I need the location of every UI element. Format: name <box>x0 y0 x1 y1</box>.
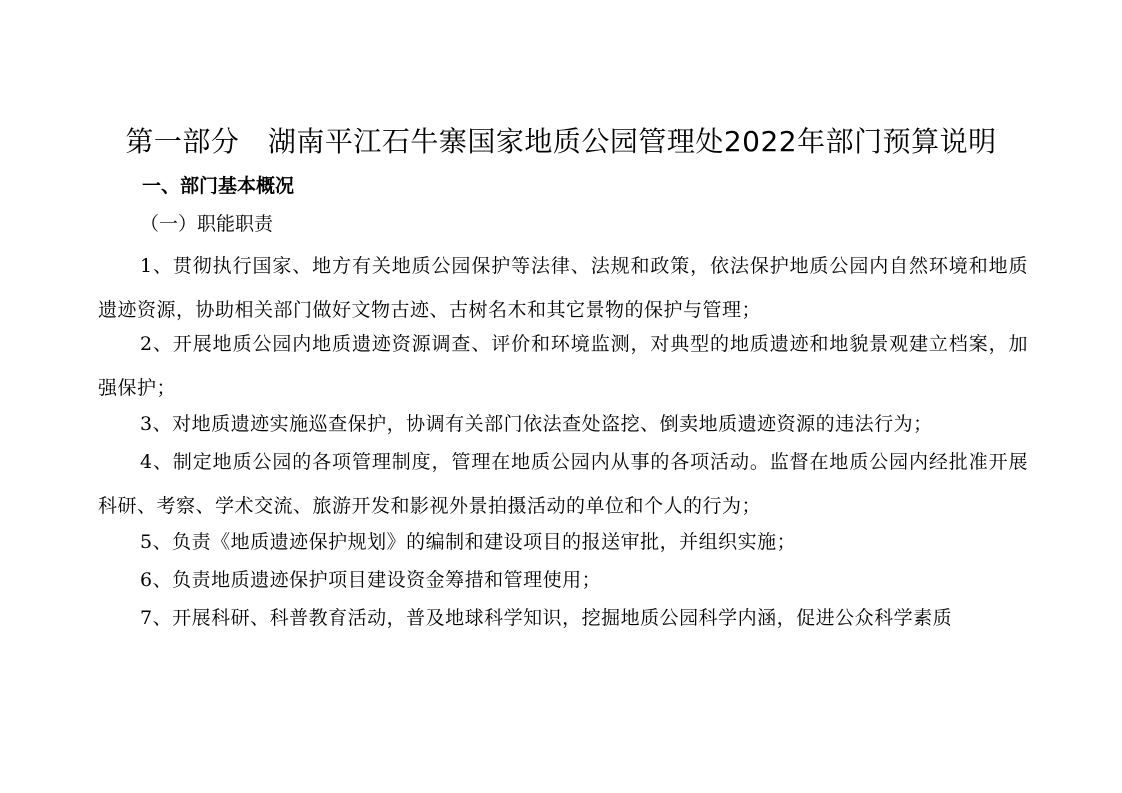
subsection-heading: （一）职能职责 <box>140 213 274 235</box>
paragraph-duty-1: 1、贯彻执行国家、地方有关地质公园保护等法律、法规和政策，依法保护地质公园内自然环境和地质遗迹资源，协助相关部门做好文物古迹、古树名木和其它景物的保护与管理； <box>98 255 1028 321</box>
paragraph-duty-7: 7、开展科研、科普教育活动，普及地球科学知识，挖掘地质公园科学内涵，促进公众科学素质 <box>140 607 953 629</box>
paragraph-duty-6: 6、负责地质遗迹保护项目建设资金筹措和管理使用； <box>140 569 602 591</box>
section-heading: 一、部门基本概况 <box>142 175 295 197</box>
document-title: 第一部分 湖南平江石牛寨国家地质公园管理处2022年部门预算说明 <box>125 125 997 158</box>
paragraph-duty-4: 4、制定地质公园的各项管理制度，管理在地质公园内从事的各项活动。监督在地质公园内经批准开展科研、考察、学术交流、旅游开发和影视外景拍摄活动的单位和个人的行为； <box>98 451 1028 517</box>
paragraph-duty-5: 5、负责《地质遗迹保护规划》的编制和建设项目的报送审批，并组织实施； <box>140 531 797 553</box>
paragraph-duty-3: 3、对地质遗迹实施巡查保护，协调有关部门依法查处盗挖、倒卖地质遗迹资源的违法行为； <box>140 413 933 435</box>
paragraph-duty-2: 2、开展地质公园内地质遗迹资源调查、评价和环境监测，对典型的地质遗迹和地貌景观建立档案，加强保护； <box>98 333 1028 399</box>
